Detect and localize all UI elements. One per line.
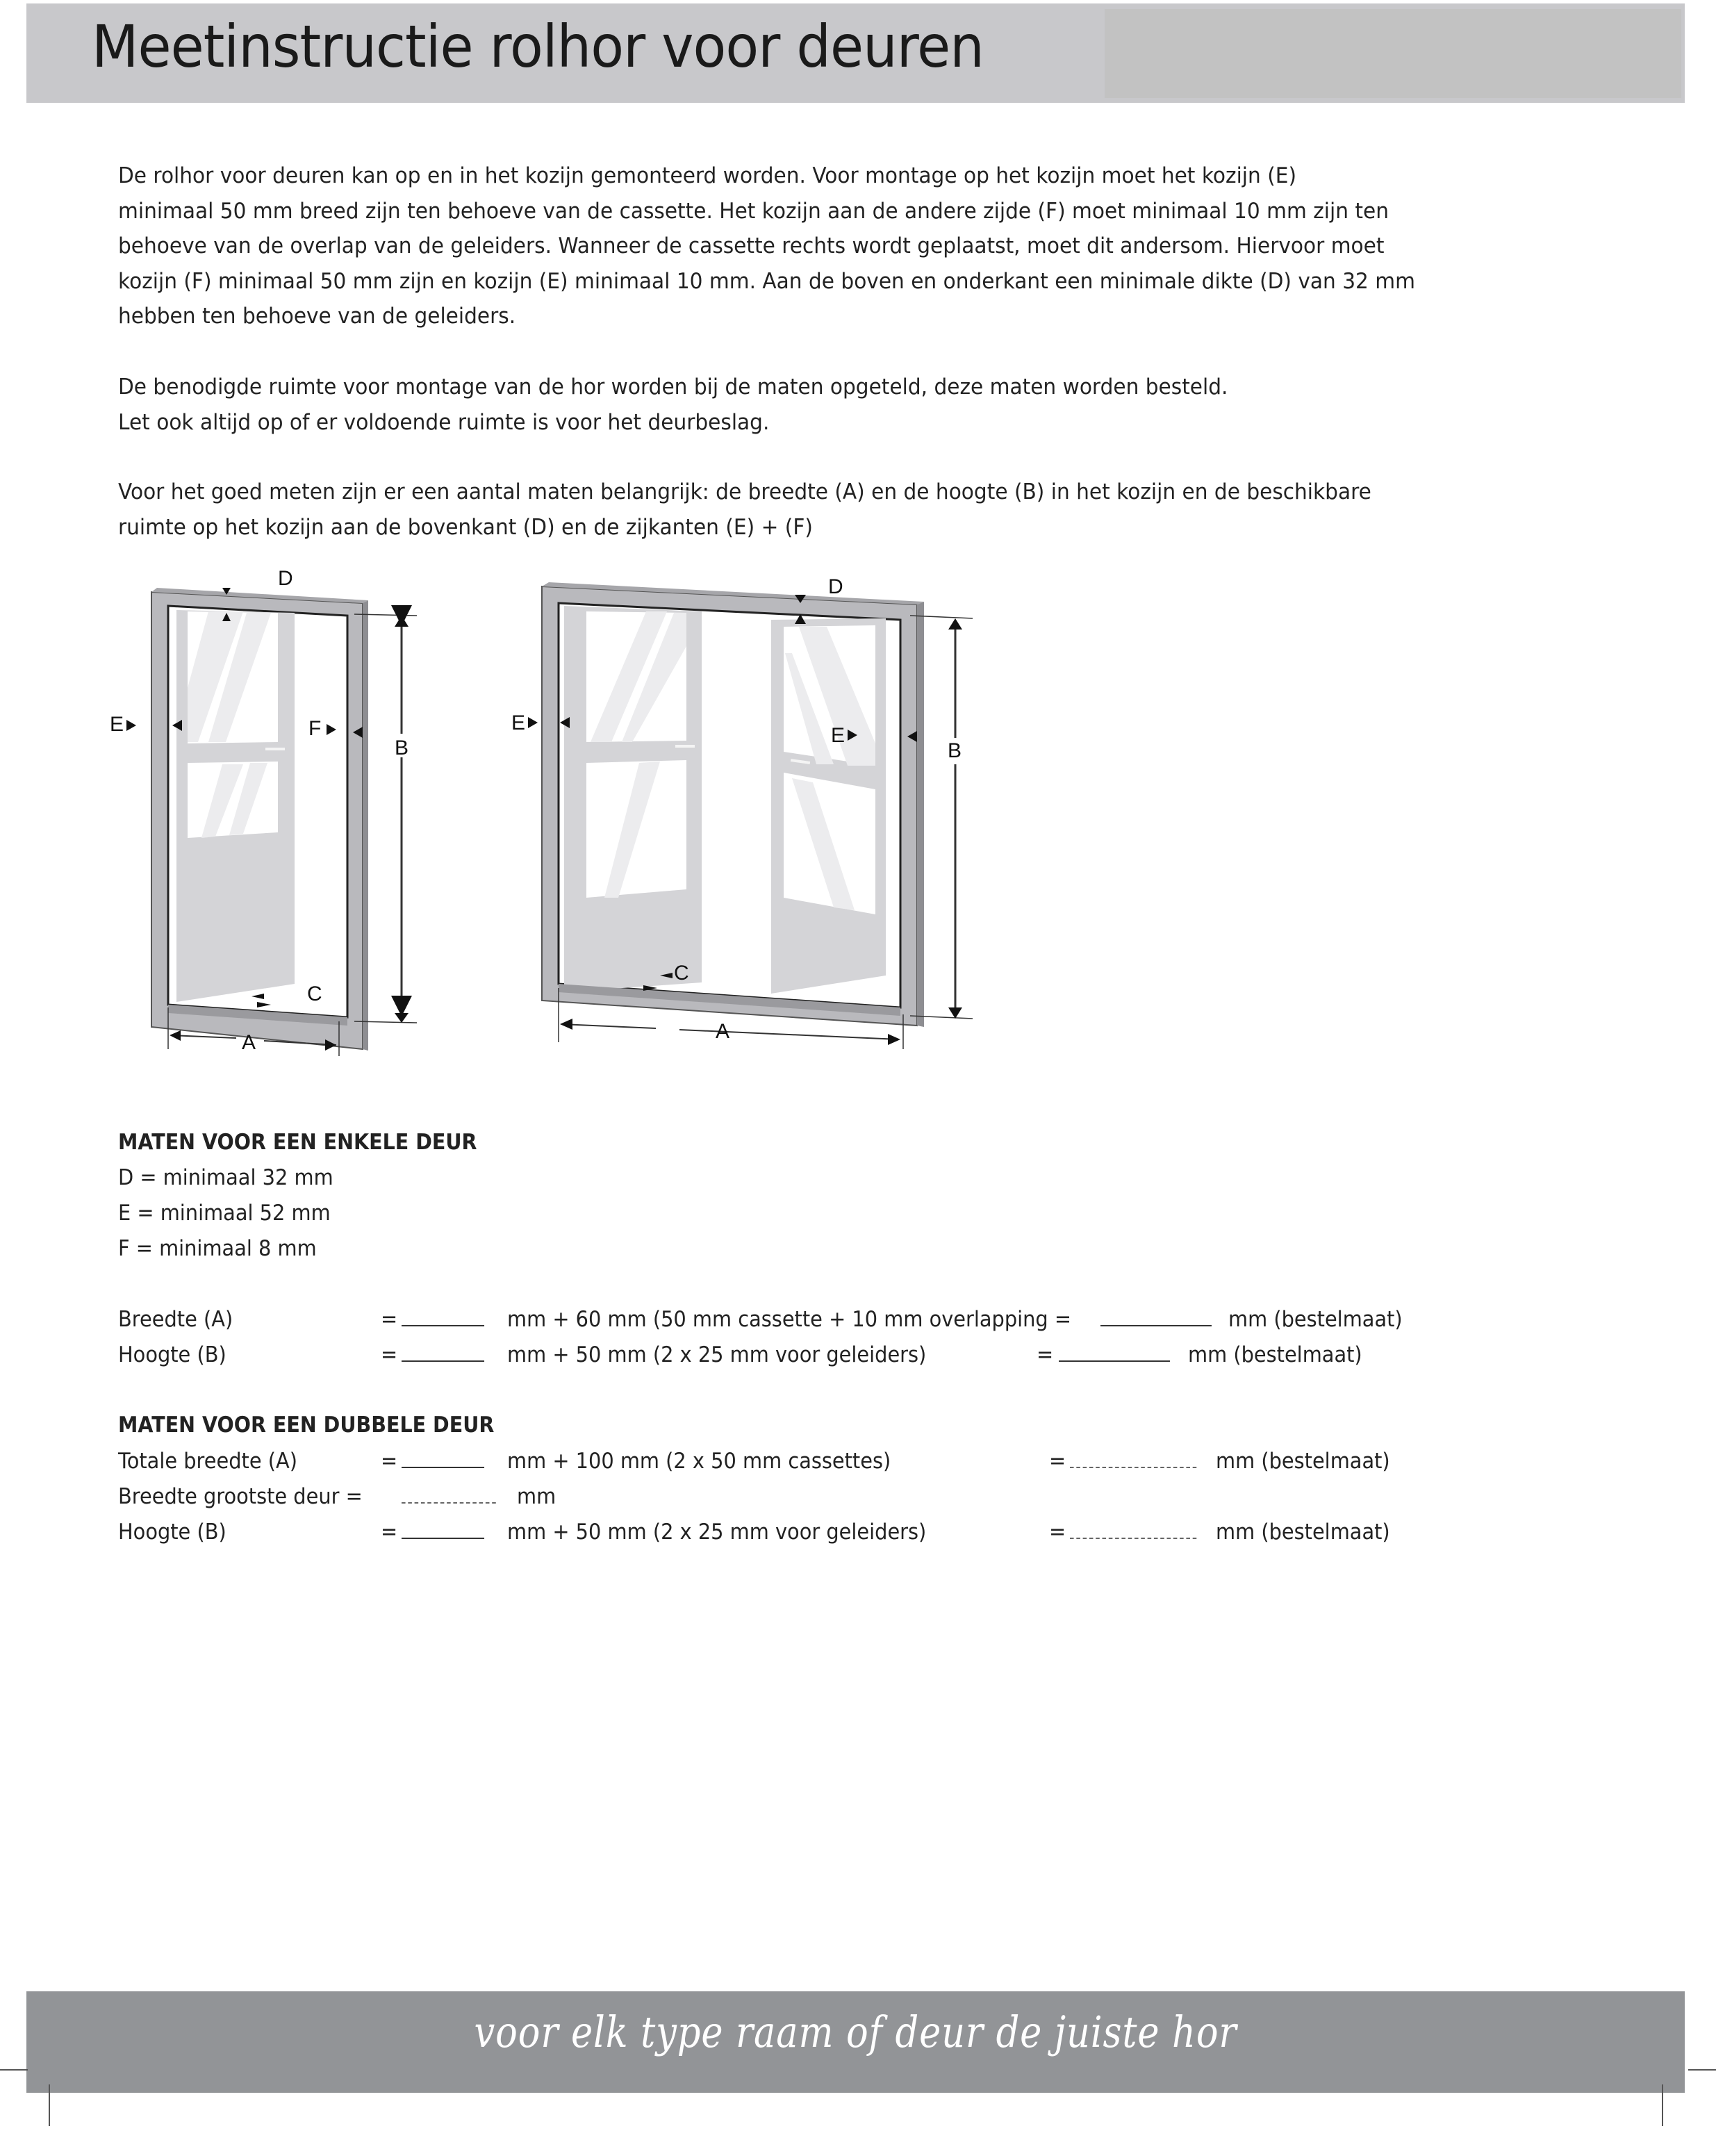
order-size-input[interactable] [1059,1342,1170,1367]
single-width-row [118,1307,1508,1342]
single-door-heading: MATEN VOOR EEN ENKELE DEUR [118,1130,477,1155]
crop-mark [49,2084,50,2126]
crop-mark [1662,2084,1663,2126]
text-line: Let ook altijd op of er voldoende ruimte is voor het deurbeslag. [118,409,770,435]
single-door-diagram [104,563,465,1112]
row-label: Hoogte (B) [118,1520,226,1545]
double-height-row [118,1520,1508,1554]
single-door-illustration [104,563,465,1112]
row-eq: = [381,1449,398,1474]
label-D: D [278,567,293,590]
label-A: A [242,1031,256,1054]
text-line: hebben ten behoeve van de geleiders. [118,304,516,329]
measure-input[interactable] [402,1449,484,1474]
label-C: C [307,982,322,1005]
double-width-row [118,1449,1508,1483]
order-size-input[interactable] [1070,1449,1196,1474]
measure-input[interactable] [402,1484,496,1509]
row-label: Breedte (A) [118,1307,233,1332]
row-unit: mm (bestelmaat) [1188,1342,1362,1367]
row-eq: = [381,1520,398,1545]
footer-slogan: voor elk type raam of deur de juiste hor [474,2007,1237,2057]
min-E-text: E = minimaal 52 mm [118,1201,331,1226]
intro-paragraph-2 [118,370,1591,440]
page-title: Meetinstructie rolhor voor deuren [92,13,984,81]
row-result-eq: = [1037,1342,1054,1367]
row-formula: mm + 100 mm (2 x 50 mm cassettes) [507,1449,891,1474]
label-A: A [716,1020,730,1043]
min-D-text: D = minimaal 32 mm [118,1165,333,1190]
header-accent-block [1105,9,1681,98]
row-unit: mm (bestelmaat) [1216,1520,1390,1545]
measure-input[interactable] [402,1342,484,1367]
crop-mark [1688,2069,1716,2071]
measure-input[interactable] [402,1307,484,1332]
row-formula: mm [517,1484,556,1509]
single-height-row [118,1342,1508,1377]
min-F-text: F = minimaal 8 mm [118,1236,317,1261]
text-line: ruimte op het kozijn aan de bovenkant (D) en de zijkanten (E) + (F) [118,514,813,540]
crop-mark [0,2069,28,2071]
label-C: C [674,962,689,985]
row-label: Totale breedte (A) [118,1449,297,1474]
row-unit: mm (bestelmaat) [1216,1449,1390,1474]
label-F: F [308,717,322,740]
row-result-eq: = [1049,1449,1066,1474]
label-B: B [395,737,409,759]
label-B: B [948,739,962,762]
row-unit: mm (bestelmaat) [1228,1307,1403,1332]
label-D: D [828,575,843,598]
text-line: De benodigde ruimte voor montage van de hor worden bij de maten opgeteld, deze maten worden besteld. [118,375,1228,400]
row-result-eq: = [1049,1520,1066,1545]
label-E-right: E [831,724,845,747]
largest-door-row [118,1484,1508,1519]
intro-paragraph-3 [118,475,1591,545]
text-line: kozijn (F) minimaal 50 mm zijn en kozijn (E) minimaal 10 mm. Aan de boven en onderkant een minimale dikte (D) van 32 mm [118,268,1415,294]
double-door-diagram [500,563,1000,1112]
row-formula: mm + 50 mm (2 x 25 mm voor geleiders) [507,1342,927,1367]
row-label: Breedte grootste deur = [118,1484,363,1509]
text-line: behoeve van de overlap van de geleiders. Wanneer de cassette rechts wordt geplaatst, moet dit andersom. Hiervoor moet [118,233,1385,258]
order-size-input[interactable] [1100,1307,1212,1332]
double-door-heading: MATEN VOOR EEN DUBBELE DEUR [118,1413,495,1438]
label-E-left: E [511,711,526,734]
page-footer [26,1991,1685,2093]
row-eq: = [381,1342,398,1367]
double-door-illustration [500,563,1000,1112]
text-line: Voor het goed meten zijn er een aantal maten belangrijk: de breedte (A) en de hoogte (B) in het kozijn en de beschikbare [118,479,1371,504]
order-size-input[interactable] [1070,1520,1196,1545]
row-eq: = [381,1307,398,1332]
label-E: E [110,713,124,736]
text-line: minimaal 50 mm breed zijn ten behoeve van de cassette. Het kozijn aan de andere zijde (F) moet minimaal 10 mm zijn ten [118,198,1389,224]
text-line: De rolhor voor deuren kan op en in het kozijn gemonteerd worden. Voor montage op het kozijn moet het kozijn (E) [118,163,1297,188]
row-label: Hoogte (B) [118,1342,226,1367]
measure-input[interactable] [402,1520,484,1545]
intro-paragraph-1 [118,158,1591,334]
row-formula: mm + 60 mm (50 mm cassette + 10 mm overlapping = [507,1307,1072,1332]
row-formula: mm + 50 mm (2 x 25 mm voor geleiders) [507,1520,927,1545]
